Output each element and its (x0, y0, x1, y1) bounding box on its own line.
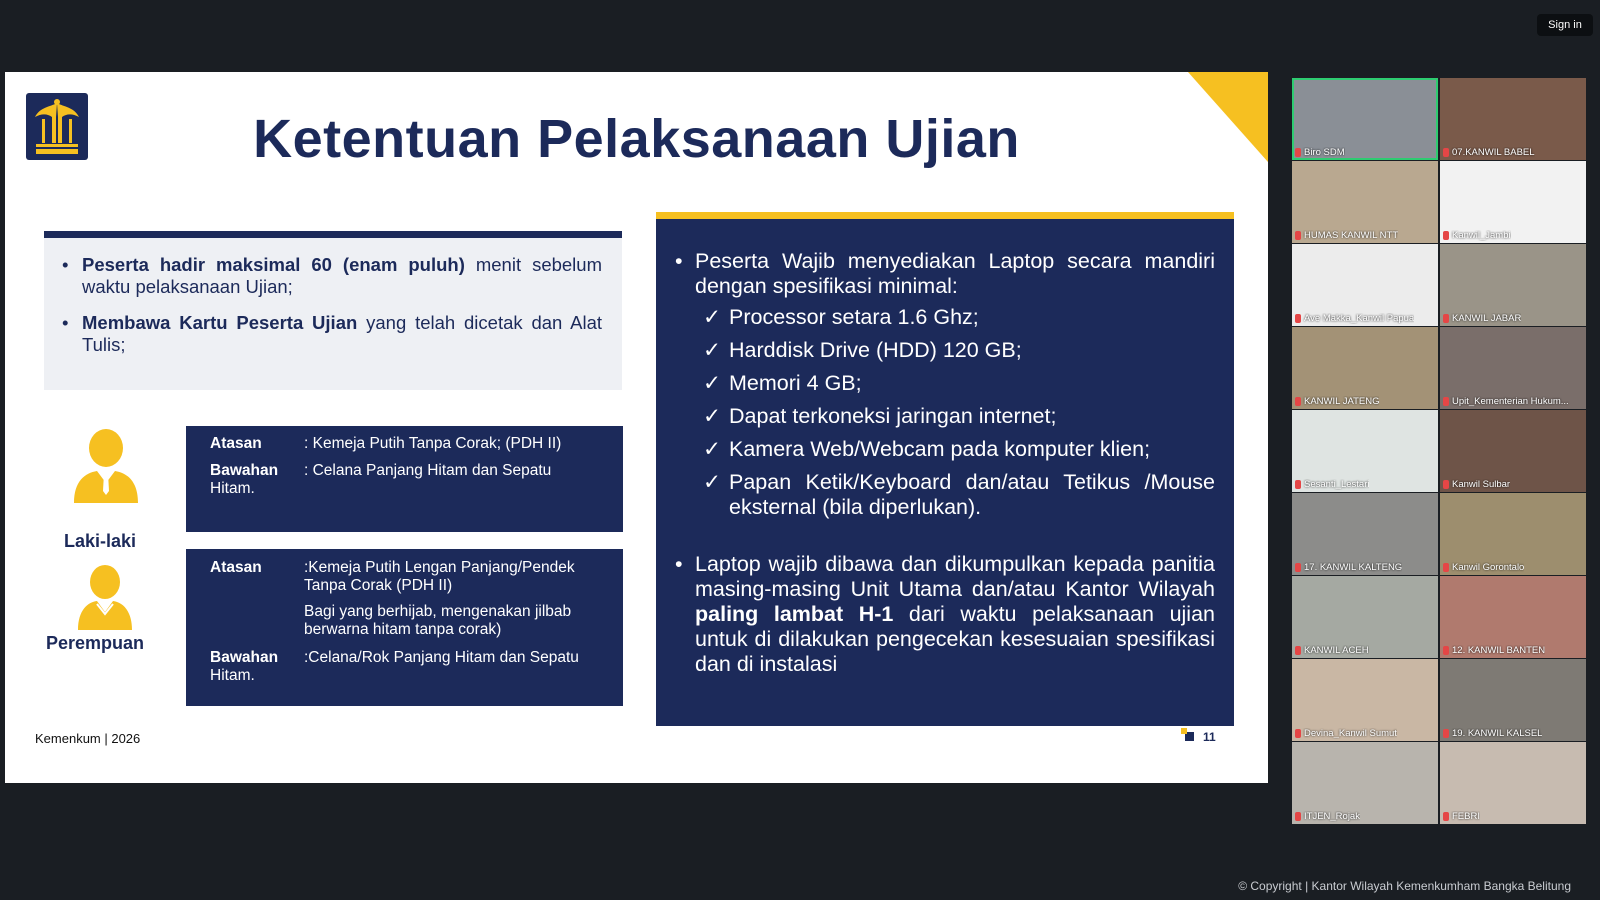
male-label: Laki-laki (64, 531, 137, 551)
mic-muted-icon (1295, 729, 1301, 738)
mic-muted-icon (1443, 148, 1449, 157)
mic-muted-icon (1443, 646, 1449, 655)
mic-muted-icon (1443, 563, 1449, 572)
dress-row: Bawahan :Celana/Rok Panjang Hitam dan Sepatu Hitam. (210, 649, 579, 684)
spec-list (729, 305, 1215, 520)
participant-name: FEBRI (1443, 811, 1480, 822)
male-dress-code-box (186, 426, 623, 532)
participant-tile[interactable] (1292, 659, 1438, 741)
mic-muted-icon (1295, 314, 1301, 323)
participant-tile[interactable] (1292, 161, 1438, 243)
participant-name: KANWIL JABAR (1443, 313, 1521, 324)
female-icon (75, 564, 135, 635)
dress-row: Atasan :Kemeja Putih Lengan Panjang/Pendek Tanpa Corak (PDH II) (210, 559, 575, 594)
mic-muted-icon (1443, 314, 1449, 323)
participant-name: 19. KANWIL KALSEL (1443, 728, 1542, 739)
participant-name: 17. KANWIL KALTENG (1295, 562, 1402, 573)
laptop-requirements-box (656, 212, 1234, 726)
mic-muted-icon (1443, 231, 1449, 240)
mic-muted-icon (1295, 812, 1301, 821)
participant-name: 07.KANWIL BABEL (1443, 147, 1535, 158)
mic-muted-icon (1443, 397, 1449, 406)
slide-footer: Kemenkum | 2026 (35, 731, 141, 746)
participant-tile[interactable] (1292, 410, 1438, 492)
spec-item: ✓ Dapat terkoneksi jaringan internet; (729, 404, 1215, 429)
participant-name: Kanwil_Jambi (1443, 230, 1511, 241)
spec-item: ✓ Papan Ketik/Keyboard dan/atau Tetikus /Mouse eksternal (bila diperlukan). (729, 470, 1215, 520)
mic-muted-icon (1295, 480, 1301, 489)
participant-name: Sesanti_Lestari (1295, 479, 1369, 490)
participant-tile[interactable] (1292, 78, 1438, 160)
presentation-slide (5, 72, 1268, 783)
rule-item: • Membawa Kartu Peserta Ujian yang telah dicetak dan Alat Tulis; (82, 312, 602, 356)
participant-name: Kanwil Gorontalo (1443, 562, 1524, 573)
participant-name: Biro SDM (1295, 147, 1345, 158)
laptop-note: • Laptop wajib dibawa dan dikumpulkan kepada panitia masing-masing Unit Utama dan/atau Kantor Wilayah paling lambat H-1 dari waktu pelaksanaan ujian untuk di dilakukan pengecekan kesesuaian spesifikasi dan di instalasi (695, 552, 1215, 677)
participant-name: KANWIL JATENG (1295, 396, 1379, 407)
participant-tile[interactable] (1292, 576, 1438, 658)
participant-tile[interactable] (1440, 244, 1586, 326)
participant-tile[interactable] (1440, 410, 1586, 492)
participant-tile[interactable] (1292, 244, 1438, 326)
mic-muted-icon (1295, 231, 1301, 240)
mic-muted-icon (1295, 646, 1301, 655)
participant-tile[interactable] (1440, 493, 1586, 575)
participant-name: KANWIL ACEH (1295, 645, 1369, 656)
participant-name: HUMAS KANWIL NTT (1295, 230, 1398, 241)
copyright-text: © Copyright | Kantor Wilayah Kemenkumham Bangka Belitung (1238, 879, 1571, 893)
mic-muted-icon (1295, 563, 1301, 572)
laptop-intro: • Peserta Wajib menyediakan Laptop secara mandiri dengan spesifikasi minimal: (695, 249, 1215, 299)
female-label: Perempuan (46, 633, 145, 653)
participant-name: 12. KANWIL BANTEN (1443, 645, 1545, 656)
participant-grid (1292, 78, 1586, 824)
participant-tile[interactable] (1440, 576, 1586, 658)
mic-muted-icon (1295, 397, 1301, 406)
dress-row: Bagi yang berhijab, mengenakan jilbab berwarna hitam tanpa corak) (304, 603, 572, 638)
participant-name: Upit_Kementerian Hukum... (1443, 396, 1569, 407)
participant-tile[interactable] (1440, 161, 1586, 243)
participant-name: ITJEN_Rojak (1295, 811, 1360, 822)
mic-muted-icon (1443, 812, 1449, 821)
participant-tile[interactable] (1292, 327, 1438, 409)
dress-row: Bawahan : Celana Panjang Hitam dan Sepatu Hitam. (210, 462, 552, 497)
spec-item: ✓ Processor setara 1.6 Ghz; (729, 305, 1215, 330)
mic-muted-icon (1443, 480, 1449, 489)
participant-name: Devina_Kanwil Sumut (1295, 728, 1397, 739)
female-dress-code-box (186, 549, 623, 706)
spec-item: ✓ Memori 4 GB; (729, 371, 1215, 396)
page-number: 11 (1185, 730, 1216, 744)
dress-row: Atasan : Kemeja Putih Tanpa Corak; (PDH II) (210, 435, 562, 452)
spec-item: ✓ Kamera Web/Webcam pada komputer klien; (729, 437, 1215, 462)
participant-tile[interactable] (1292, 493, 1438, 575)
participant-tile[interactable] (1440, 742, 1586, 824)
participant-tile[interactable] (1440, 327, 1586, 409)
participant-tile[interactable] (1440, 78, 1586, 160)
spec-item: ✓ Harddisk Drive (HDD) 120 GB; (729, 338, 1215, 363)
male-icon (71, 429, 141, 510)
mic-muted-icon (1443, 729, 1449, 738)
sign-in-button[interactable]: Sign in (1537, 14, 1593, 36)
slide-title: Ketentuan Pelaksanaan Ujian (253, 109, 1020, 169)
participant-name: Kanwil Sulbar (1443, 479, 1510, 490)
mic-muted-icon (1295, 148, 1301, 157)
participant-tile[interactable] (1440, 659, 1586, 741)
rule-item: • Peserta hadir maksimal 60 (enam puluh) menit sebelum waktu pelaksanaan Ujian; (82, 254, 602, 298)
participant-name: Ave Makka_Kanwil Papua (1295, 313, 1414, 324)
attendance-rules-box (44, 231, 622, 390)
participant-tile[interactable] (1292, 742, 1438, 824)
